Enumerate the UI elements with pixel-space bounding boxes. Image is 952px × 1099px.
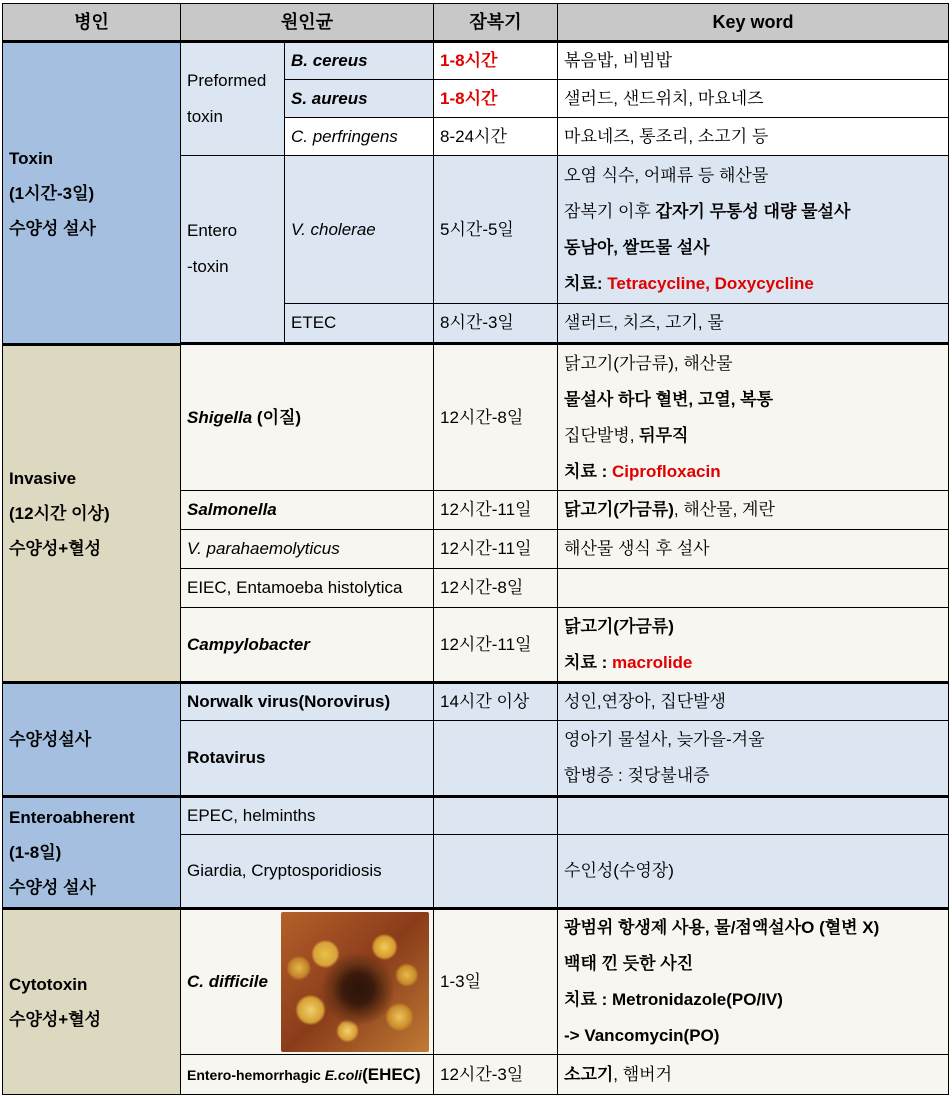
keyword: 샐러드, 샌드위치, 마요네즈 [558, 80, 949, 118]
keyword: 성인,연장아, 집단발생 [558, 683, 949, 721]
incubation: 1-8시간 [434, 42, 558, 80]
table-row [3, 683, 949, 721]
organism-c-perfringens: C. perfringens [285, 118, 434, 156]
keyword: 닭고기(가금류) 치료 : macrolide [558, 608, 949, 683]
organism-ehec: Entero-hemorrhagic E.coli(EHEC) [181, 1055, 434, 1095]
diarrhea-pathogen-table [2, 3, 949, 1095]
incubation [434, 835, 558, 909]
category-toxin: Toxin (1시간-3일) 수양성 설사 [3, 42, 181, 345]
organism-giardia: Giardia, Cryptosporidiosis [181, 835, 434, 909]
organism-salmonella: Salmonella [181, 491, 434, 530]
header-keyword: Key word [558, 4, 949, 42]
keyword: 광범위 항생제 사용, 물/점액설사O (혈변 X) 백태 낀 듯한 사진 치료 : Metronidazole(PO/IV) -> Vancomycin(PO) [558, 909, 949, 1055]
organism-s-aureus: S. aureus [285, 80, 434, 118]
incubation: 12시간-3일 [434, 1055, 558, 1095]
keyword [558, 569, 949, 608]
organism-epec: EPEC, helminths [181, 797, 434, 835]
table-row [3, 42, 949, 80]
subcategory-enterotoxin: Entero -toxin [181, 156, 285, 344]
incubation: 14시간 이상 [434, 683, 558, 721]
incubation [434, 797, 558, 835]
incubation: 8-24시간 [434, 118, 558, 156]
incubation: 1-3일 [434, 909, 558, 1055]
keyword: 해산물 생식 후 설사 [558, 530, 949, 569]
colonoscopy-image [281, 912, 429, 1052]
keyword: 마요네즈, 통조리, 소고기 등 [558, 118, 949, 156]
organism-campylobacter: Campylobacter [181, 608, 434, 683]
organism-etec: ETEC [285, 304, 434, 344]
keyword: 닭고기(가금류), 해산물 물설사 하다 혈변, 고열, 복통 집단발병, 뒤무직 치료 : Ciprofloxacin [558, 345, 949, 491]
organism-b-cereus: B. cereus [285, 42, 434, 80]
incubation: 12시간-11일 [434, 491, 558, 530]
category-invasive: Invasive (12시간 이상) 수양성+혈성 [3, 345, 181, 683]
header-incubation: 잠복기 [434, 4, 558, 42]
header-row [3, 4, 949, 42]
organism-rotavirus: Rotavirus [181, 721, 434, 797]
keyword [558, 797, 949, 835]
incubation: 1-8시간 [434, 80, 558, 118]
incubation: 8시간-3일 [434, 304, 558, 344]
keyword: 볶음밥, 비빔밥 [558, 42, 949, 80]
incubation: 12시간-11일 [434, 608, 558, 683]
category-cytotoxin: Cytotoxin 수양성+혈성 [3, 909, 181, 1095]
table-row [3, 909, 949, 1055]
organism-v-cholerae: V. cholerae [285, 156, 434, 304]
keyword: 영아기 물설사, 늦가을-겨울 합병증 : 젖당불내증 [558, 721, 949, 797]
keyword: 오염 식수, 어패류 등 해산물 잠복기 이후 갑자기 무통성 대량 물설사 동남아, 쌀뜨물 설사 치료: Tetracycline, Doxycycline [558, 156, 949, 304]
header-causative-organism: 원인균 [181, 4, 434, 42]
organism-eiec: EIEC, Entamoeba histolytica [181, 569, 434, 608]
incubation: 12시간-8일 [434, 345, 558, 491]
keyword: 샐러드, 치즈, 고기, 물 [558, 304, 949, 344]
keyword: 수인성(수영장) [558, 835, 949, 909]
subcategory-preformed-toxin: Preformed toxin [181, 42, 285, 156]
incubation [434, 721, 558, 797]
incubation: 12시간-8일 [434, 569, 558, 608]
organism-c-difficile: C. difficile [181, 909, 434, 1055]
organism-norwalk: Norwalk virus(Norovirus) [181, 683, 434, 721]
incubation: 12시간-11일 [434, 530, 558, 569]
keyword: 닭고기(가금류), 해산물, 계란 [558, 491, 949, 530]
category-enteroadherent: Enteroabherent (1-8일) 수양성 설사 [3, 797, 181, 909]
category-viral: 수양성설사 [3, 683, 181, 797]
table-row [3, 345, 949, 491]
header-pathogenesis: 병인 [3, 4, 181, 42]
organism-shigella: Shigella (이질) [181, 345, 434, 491]
organism-v-parahaemolyticus: V. parahaemolyticus [181, 530, 434, 569]
table-row [3, 797, 949, 835]
keyword: 소고기, 햄버거 [558, 1055, 949, 1095]
incubation: 5시간-5일 [434, 156, 558, 304]
